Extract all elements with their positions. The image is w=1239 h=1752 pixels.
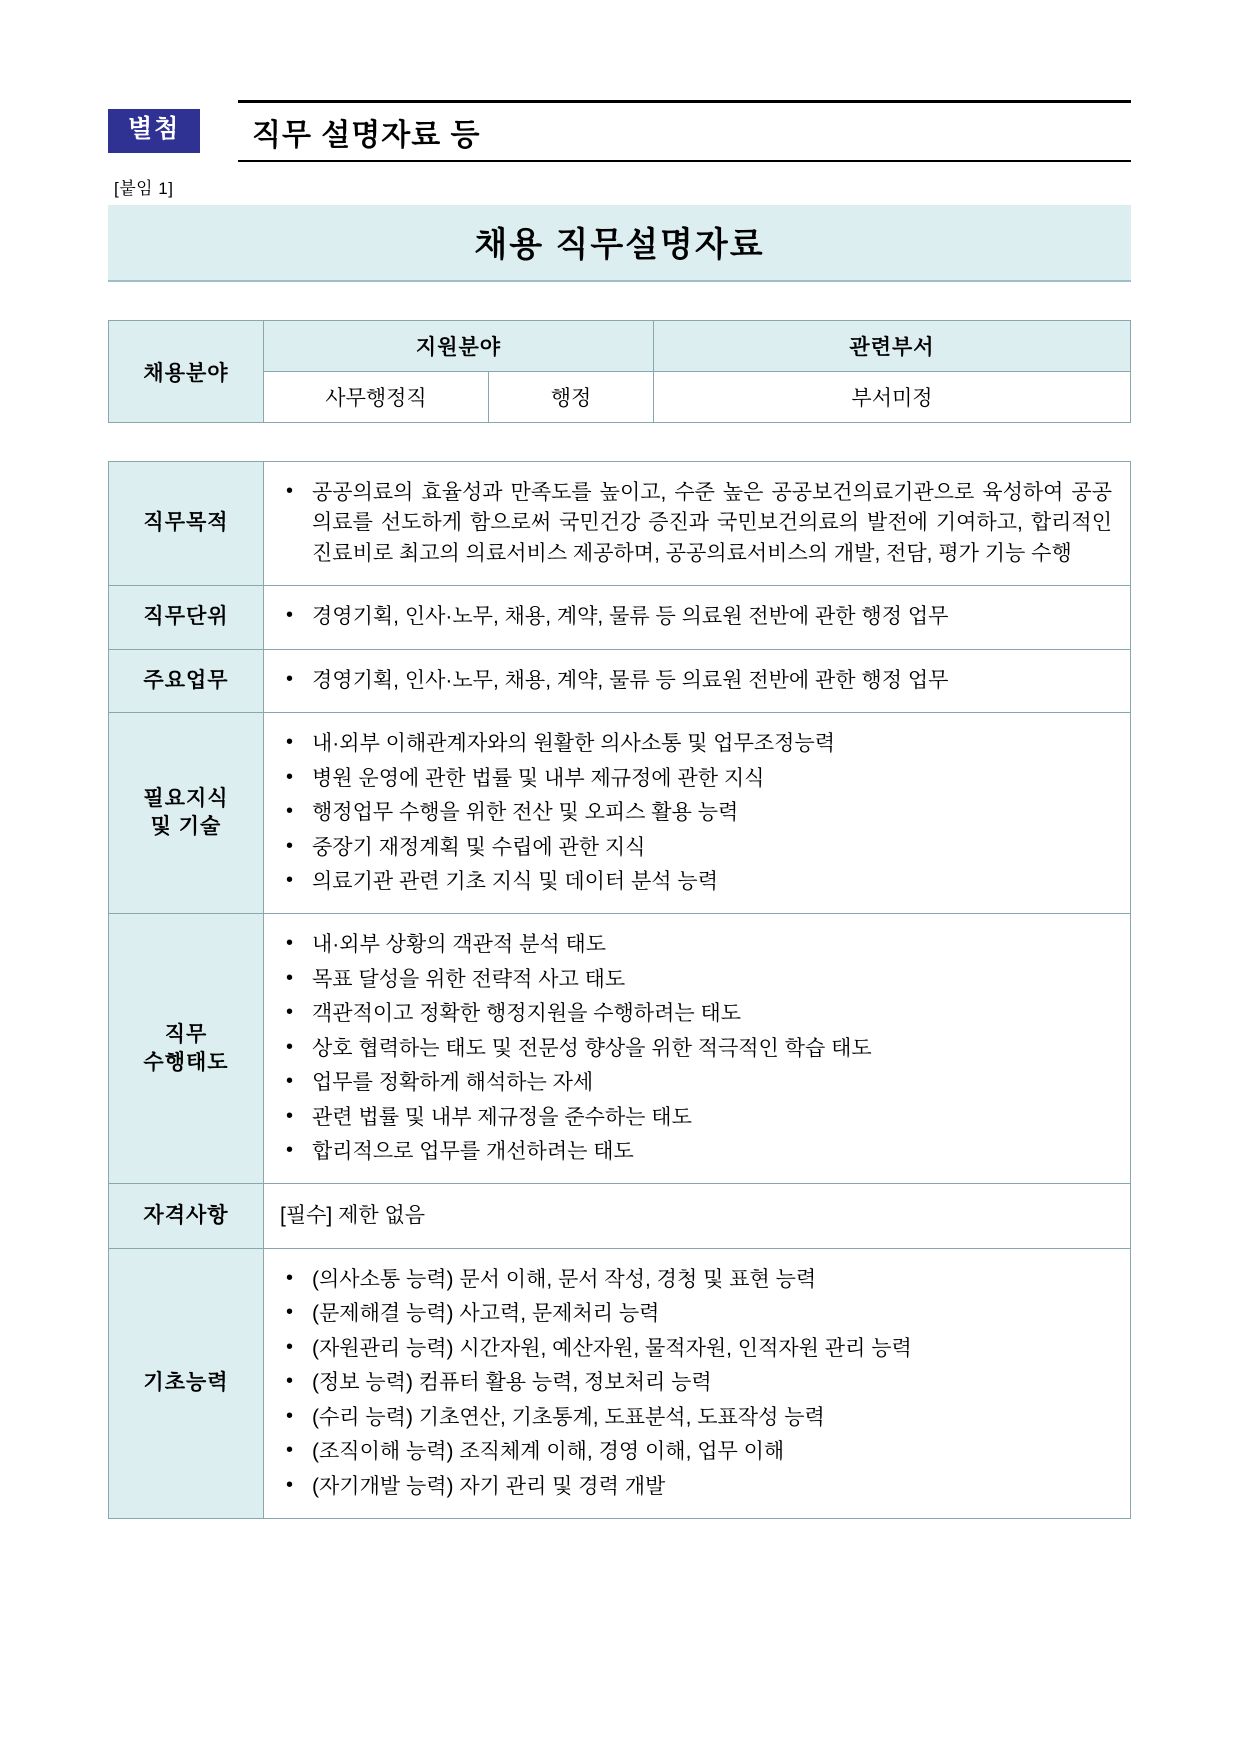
list-item: • 공공의료의 효율성과 만족도를 높이고, 수준 높은 공공보건의료기관으로 육성하여 공공의료를 선도하게 함으로써 국민건강 증진과 국민보건의료의 발전에 기여하고, 합리적인 진료비로 최고의 의료서비스 제공하며, 공공의료서비스의 개발, 전담, 평가 기능 수행 [274,478,1112,569]
list-item: • 합리적으로 업무를 개선하려는 태도 [274,1137,1112,1167]
list-item: • 관련 법률 및 내부 제규정을 준수하는 태도 [274,1103,1112,1133]
page-title: 채용 직무설명자료 [474,226,765,264]
qualification-text: [필수] 제한 없음 [280,1204,426,1228]
row-label-job-purpose: 직무목적 [109,462,264,586]
row-label-line-1: 직무 [164,1022,208,1046]
bullet-list [274,602,1112,632]
row-label-required-knowledge [109,713,264,914]
row-label-qualifications: 자격사항 [109,1184,264,1249]
bullet-list [274,930,1112,1167]
cell-required-knowledge [264,713,1131,914]
attachment-number-label: [붙임 1] [114,179,174,198]
row-label-line-2: 및 기술 [150,815,222,839]
list-item: • 목표 달성을 위한 전략적 사고 태도 [274,965,1112,995]
cell-main-duties [264,649,1131,712]
bullet-list [274,478,1112,569]
value-related-department: 부서미정 [654,372,1131,423]
list-item: • 병원 운영에 관한 법률 및 내부 제규정에 관한 지식 [274,764,1112,794]
list-item: • 중장기 재정계획 및 수립에 관한 지식 [274,833,1112,863]
table-row-required-knowledge [109,713,1131,914]
col-header-related-department: 관련부서 [654,321,1131,372]
list-item: • (자원관리 능력) 시간자원, 예산자원, 물적자원, 인적자원 관리 능력 [274,1334,1112,1364]
table-row [109,321,1131,372]
document-header [108,100,1131,162]
list-item: • 경영기획, 인사·노무, 채용, 계약, 물류 등 의료원 전반에 관한 행정 업무 [274,666,1112,696]
row-label-line-1: 필요지식 [143,786,229,810]
page-title-banner [108,205,1131,282]
cell-job-purpose [264,462,1131,586]
list-item: • 업무를 정확하게 해석하는 자세 [274,1068,1112,1098]
row-label-basic-competency: 기초능력 [109,1248,264,1518]
list-item: • (자기개발 능력) 자기 관리 및 경력 개발 [274,1472,1112,1502]
table-row-job-unit [109,586,1131,649]
recruitment-field-table [108,320,1131,423]
bullet-list [274,729,1112,897]
table-row-main-duties [109,649,1131,712]
row-label-main-duties: 주요업무 [109,649,264,712]
value-applied-field-1: 사무행정직 [264,372,489,423]
list-item: • (수리 능력) 기초연산, 기초통계, 도표분석, 도표작성 능력 [274,1403,1112,1433]
row-label-work-attitude [109,914,264,1184]
cell-basic-competency [264,1248,1131,1518]
list-item: • 내·외부 상황의 객관적 분석 태도 [274,930,1112,960]
header-title: 직무 설명자료 등 [252,118,481,152]
table-row-work-attitude [109,914,1131,1184]
cell-job-unit [264,586,1131,649]
header-title-box [238,100,1131,162]
badge-container [108,100,238,162]
table-row-qualifications [109,1184,1131,1249]
list-item: • 상호 협력하는 태도 및 전문성 향상을 위한 적극적인 학습 태도 [274,1034,1112,1064]
table-row-job-purpose [109,462,1131,586]
row-label-recruitment-field: 채용분야 [109,321,264,423]
table-row-basic-competency [109,1248,1131,1518]
cell-work-attitude [264,914,1131,1184]
value-applied-field-2: 행정 [489,372,654,423]
list-item: • (문제해결 능력) 사고력, 문제처리 능력 [274,1299,1112,1329]
col-header-applied-field: 지원분야 [264,321,654,372]
bullet-list [274,666,1112,696]
list-item: • 내·외부 이해관계자와의 원활한 의사소통 및 업무조정능력 [274,729,1112,759]
cell-qualifications [264,1184,1131,1249]
job-description-table [108,461,1131,1519]
list-item: • (의사소통 능력) 문서 이해, 문서 작성, 경청 및 표현 능력 [274,1265,1112,1295]
list-item: • 행정업무 수행을 위한 전산 및 오피스 활용 능력 [274,798,1112,828]
list-item: • (조직이해 능력) 조직체계 이해, 경영 이해, 업무 이해 [274,1437,1112,1467]
row-label-job-unit: 직무단위 [109,586,264,649]
bullet-list [274,1265,1112,1502]
list-item: • (정보 능력) 컴퓨터 활용 능력, 정보처리 능력 [274,1368,1112,1398]
row-label-line-2: 수행태도 [143,1050,229,1074]
list-item: • 경영기획, 인사·노무, 채용, 계약, 물류 등 의료원 전반에 관한 행정 업무 [274,602,1112,632]
list-item: • 의료기관 관련 기초 지식 및 데이터 분석 능력 [274,867,1112,897]
list-item: • 객관적이고 정확한 행정지원을 수행하려는 태도 [274,999,1112,1029]
attachment-badge: 별첨 [108,109,200,153]
